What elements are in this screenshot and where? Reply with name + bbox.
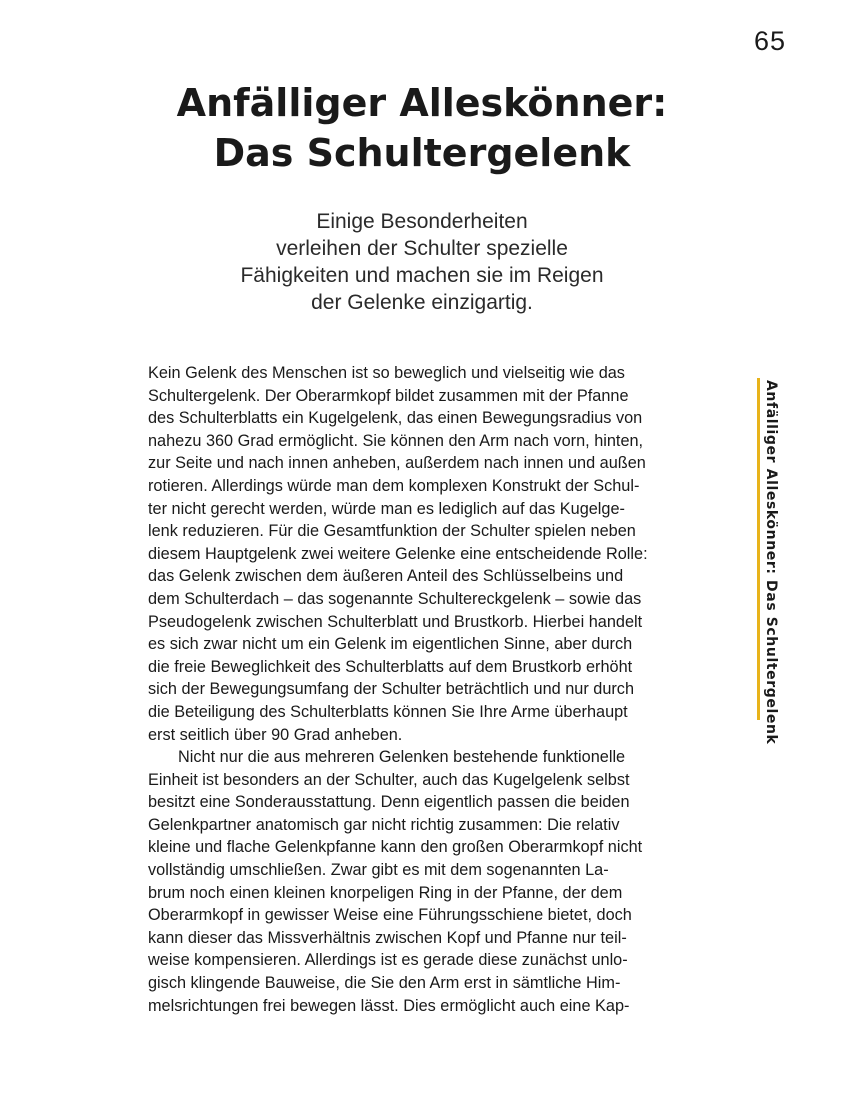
body-line: lenk reduzieren. Für die Gesamtfunktion der Schulter spielen neben — [148, 522, 636, 541]
body-line: Oberarmkopf in gewisser Weise eine Führungsschiene bietet, doch — [148, 906, 632, 925]
body-line: Kein Gelenk des Menschen ist so beweglich und vielseitig wie das — [148, 364, 625, 382]
body-line: brum noch einen kleinen knorpeligen Ring in der Pfanne, der dem — [148, 883, 623, 902]
body-line: Gelenkpartner anatomisch gar nicht richtig zusammen: Die relativ — [148, 815, 620, 834]
body-line: rotieren. Allerdings würde man dem komplexen Konstrukt der Schul- — [148, 476, 640, 495]
body-line: des Schulterblatts ein Kugelgelenk, das einen Bewegungsradius von — [148, 409, 643, 428]
body-line: Pseudogelenk zwischen Schulterblatt und Brustkorb. Hierbei handelt — [148, 612, 643, 631]
body-line: melsrichtungen frei bewegen lässt. Dies ermöglicht auch eine Kap- — [148, 996, 630, 1015]
title-line: Anfälliger Alleskönner: — [176, 81, 668, 125]
body-line: zur Seite und nach innen anheben, außerdem nach innen und außen — [148, 454, 646, 473]
body-line: Einheit ist besonders an der Schulter, auch das Kugelgelenk selbst — [148, 770, 630, 789]
body-line: weise kompensieren. Allerdings ist es gerade diese zunächst unlo- — [148, 951, 628, 970]
lead-line: verleihen der Schulter spezielle — [276, 237, 568, 260]
body-line: ter nicht gerecht werden, würde man es lediglich auf das Kugelge- — [148, 499, 625, 518]
body-line: nahezu 360 Grad ermöglicht. Sie können den Arm nach vorn, hinten, — [148, 431, 644, 450]
page-number: 65 — [753, 26, 786, 56]
body-line: erst seitlich über 90 Grad anheben. — [148, 725, 403, 744]
article-body — [148, 362, 708, 1017]
body-line: Schultergelenk. Der Oberarmkopf bildet zusammen mit der Pfanne — [148, 386, 629, 405]
lead-line: Fähigkeiten und machen sie im Reigen — [240, 264, 604, 287]
body-line: die freie Beweglichkeit des Schulterblatts auf dem Brustkorb erhöht — [148, 657, 633, 676]
body-line: kleine und flache Gelenkpfanne kann den großen Oberarmkopf nicht — [148, 838, 643, 857]
lead-line: Einige Besonderheiten — [316, 210, 528, 233]
body-line: die Beteiligung des Schulterblatts können Sie Ihre Arme überhaupt — [148, 702, 628, 721]
body-line: das Gelenk zwischen dem äußeren Anteil des Schlüsselbeins und — [148, 567, 624, 586]
running-header-vertical — [757, 378, 781, 745]
running-header-label: Anfälliger Alleskönner: Das Schultergelenk — [763, 380, 779, 745]
body-line: vollständig umschließen. Zwar gibt es mit dem sogenannten La- — [148, 861, 609, 880]
body-line: besitzt eine Sonderausstattung. Denn eigentlich passen die beiden — [148, 793, 630, 812]
article-title — [0, 78, 844, 178]
body-line: sich der Bewegungsumfang der Schulter beträchtlich und nur durch — [148, 680, 635, 699]
article-lead — [0, 208, 844, 316]
body-line: es sich zwar nicht um ein Gelenk im eigentlichen Sinne, aber durch — [148, 635, 633, 654]
body-line: diesem Hauptgelenk zwei weitere Gelenke eine entscheidende Rolle: — [148, 544, 648, 563]
body-line: gisch klingende Bauweise, die Sie den Arm erst in sämtliche Him- — [148, 974, 621, 993]
body-line: dem Schulterdach – das sogenannte Schultereckgelenk – sowie das — [148, 589, 642, 608]
body-line: kann dieser das Missverhältnis zwischen Kopf und Pfanne nur teil- — [148, 928, 627, 947]
lead-line: der Gelenke einzigartig. — [311, 291, 533, 314]
body-line: Nicht nur die aus mehreren Gelenken bestehende funktionelle — [178, 748, 626, 767]
accent-bar — [757, 378, 760, 720]
title-line: Das Schultergelenk — [213, 131, 631, 175]
